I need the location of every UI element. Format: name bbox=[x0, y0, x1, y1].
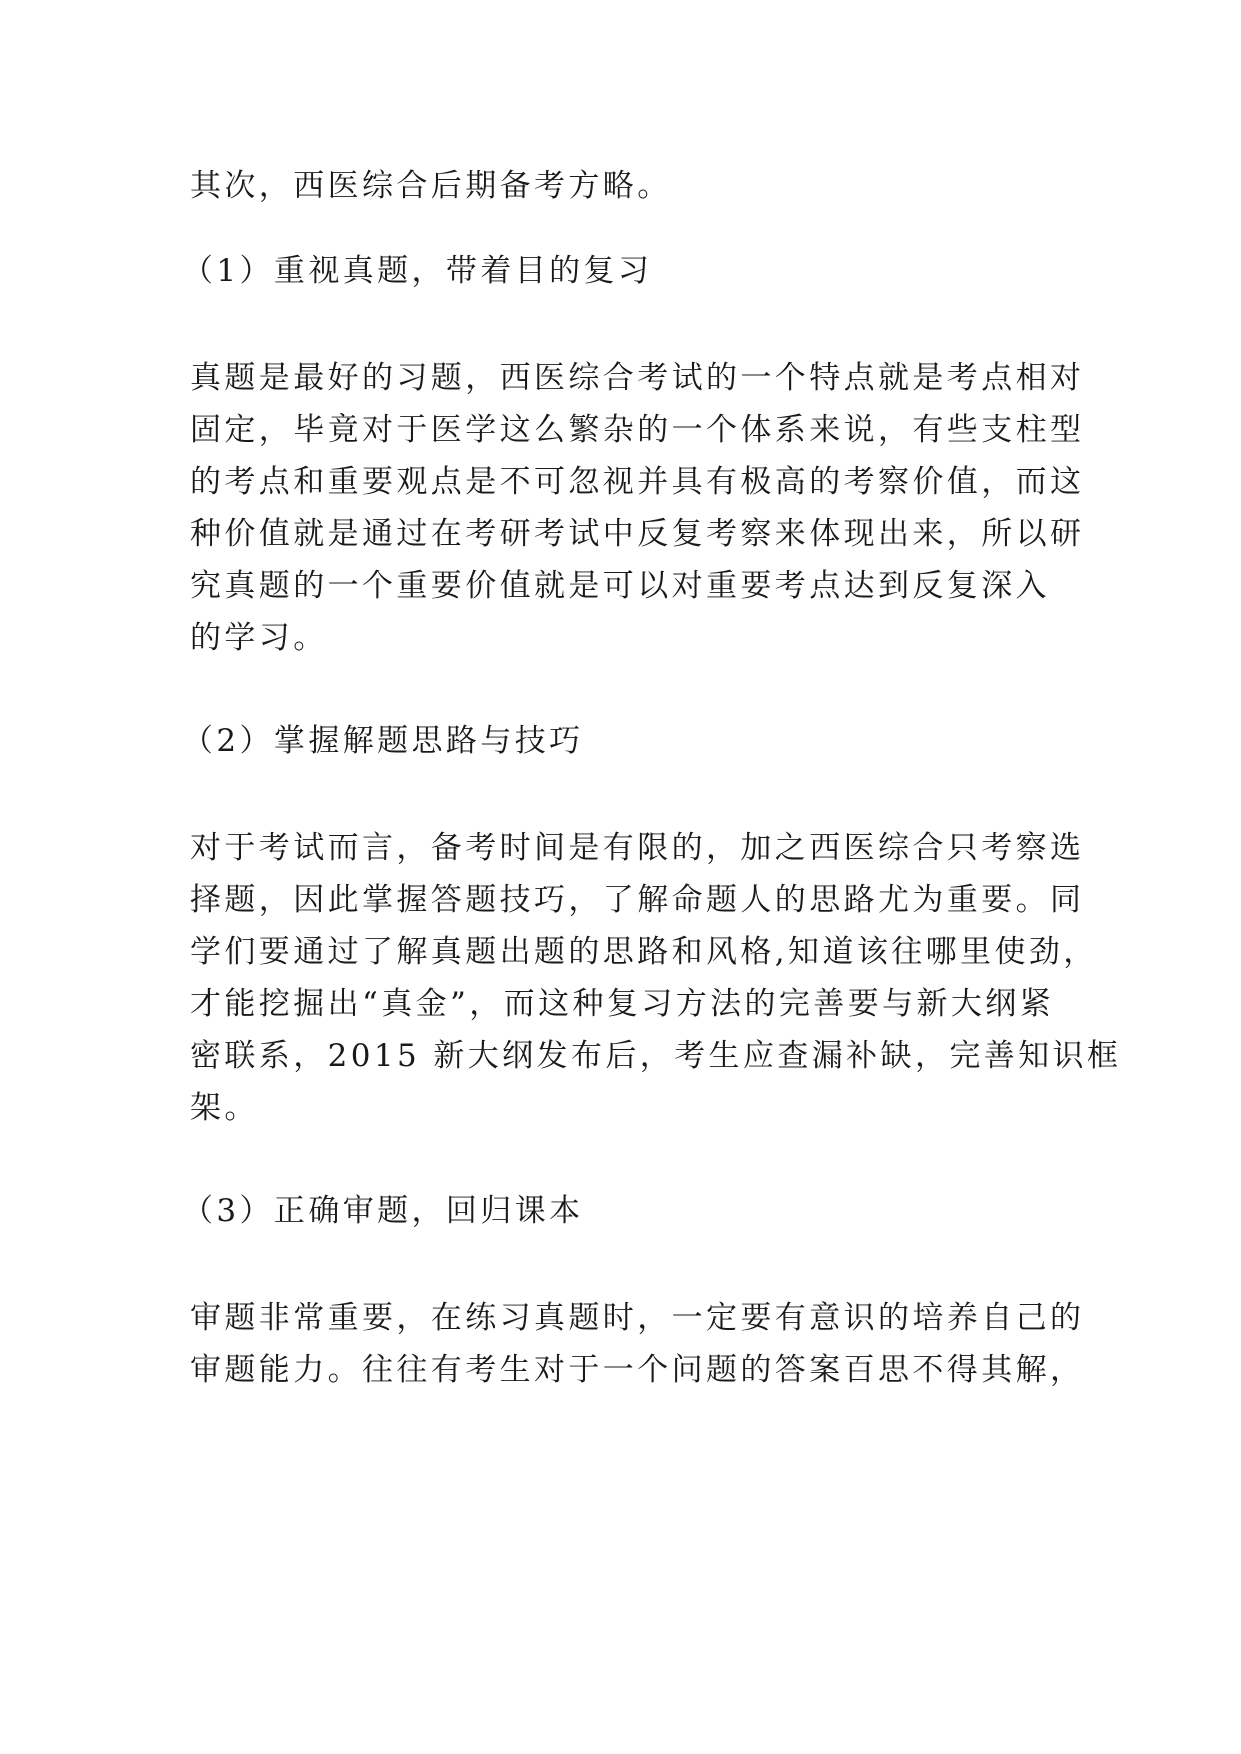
section-2-line: 才能挖掘出“真金”，而这种复习方法的完善要与新大纲紧 bbox=[190, 986, 1055, 1022]
section-2-line: 对于考试而言，备考时间是有限的，加之西医综合只考察选 bbox=[190, 830, 1085, 866]
section-2-heading: （2）掌握解题思路与技巧 bbox=[182, 723, 584, 759]
section-2-line: 架。 bbox=[190, 1090, 259, 1126]
section-2-line: 学们要通过了解真题出题的思路和风格,知道该往哪里使劲， bbox=[190, 934, 1098, 970]
section-2-line: 择题，因此掌握答题技巧，了解命题人的思路尤为重要。同 bbox=[190, 882, 1085, 918]
section-2-line: 密联系，2015 新大纲发布后，考生应查漏补缺，完善知识框 bbox=[190, 1038, 1122, 1074]
section-3-line: 审题非常重要，在练习真题时，一定要有意识的培养自己的 bbox=[190, 1300, 1085, 1336]
section-1-line: 的学习。 bbox=[190, 620, 328, 656]
section-1-line: 真题是最好的习题，西医综合考试的一个特点就是考点相对 bbox=[190, 360, 1085, 396]
section-1-line: 的考点和重要观点是不可忽视并具有极高的考察价值，而这 bbox=[190, 464, 1085, 500]
section-1-line: 固定，毕竟对于医学这么繁杂的一个体系来说，有些支柱型 bbox=[190, 412, 1085, 448]
section-3-heading: （3）正确审题，回归课本 bbox=[182, 1193, 584, 1229]
intro-text: 其次，西医综合后期备考方略。 bbox=[190, 168, 672, 204]
section-1-line: 究真题的一个重要价值就是可以对重要考点达到反复深入 bbox=[190, 568, 1050, 604]
section-1-heading: （1）重视真题，带着目的复习 bbox=[182, 253, 653, 289]
section-3-line: 审题能力。往往有考生对于一个问题的答案百思不得其解， bbox=[190, 1352, 1085, 1388]
section-1-line: 种价值就是通过在考研考试中反复考察来体现出来，所以研 bbox=[190, 516, 1085, 552]
